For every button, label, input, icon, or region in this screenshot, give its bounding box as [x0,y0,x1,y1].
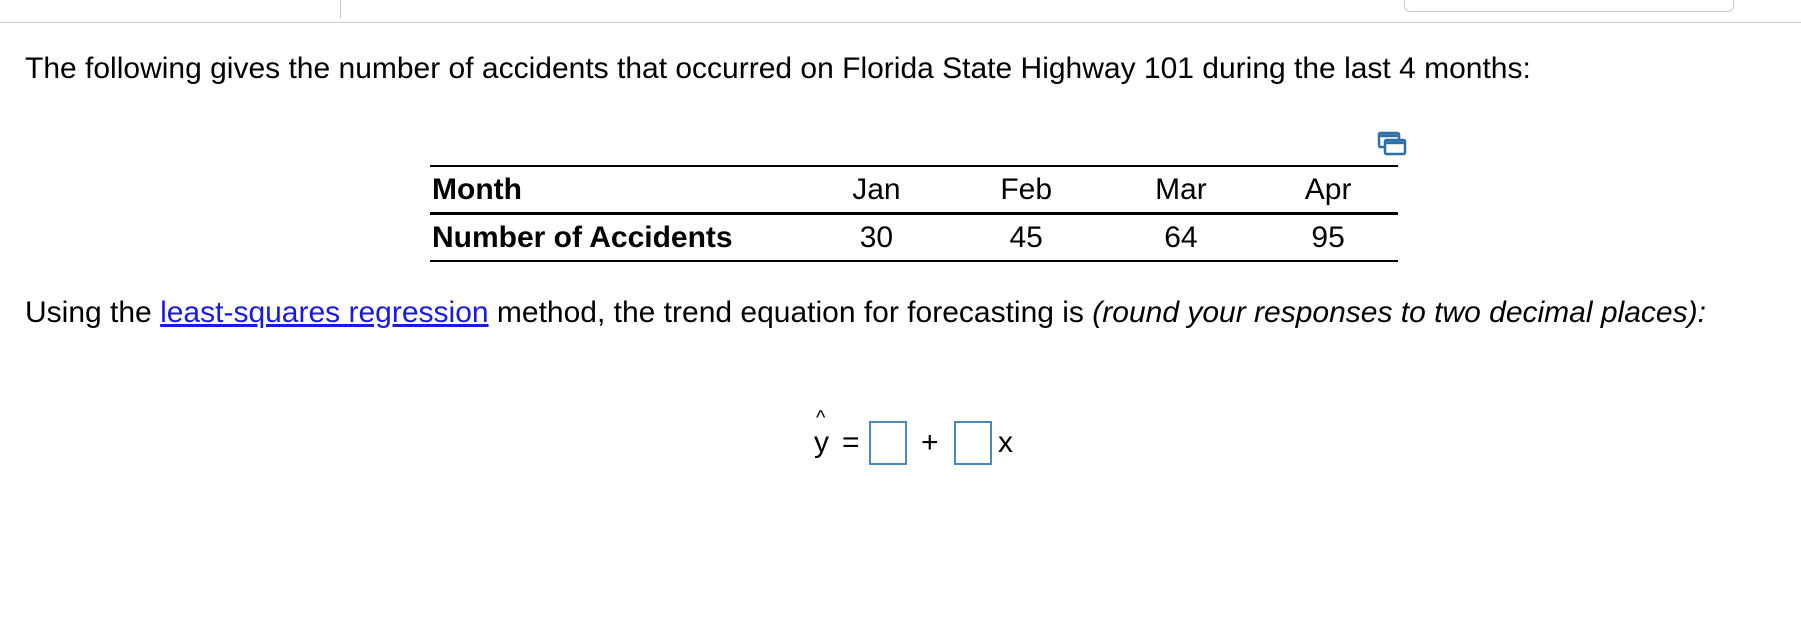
x-variable: x [998,426,1013,459]
copy-table-icon[interactable] [1377,131,1407,157]
accidents-table [430,165,1398,262]
table-header-cell: Feb [1000,172,1053,206]
table-cell: 30 [859,220,894,254]
table-row-label: Month [432,172,522,206]
table-header-row [430,166,1398,214]
top-panel-box [1404,0,1734,12]
slope-input[interactable] [954,421,992,465]
plus-sign: + [921,426,939,459]
top-divider-line [0,22,1801,23]
hat-mark: ^ [816,407,826,429]
table-row-label: Number of Accidents [432,220,733,254]
rounding-instruction: (round your responses to two decimal places): [1092,296,1706,329]
y-letter: y [814,426,829,459]
equals-sign: = [842,426,860,459]
table-cell: 64 [1164,220,1198,254]
table-header-cell: Apr [1304,172,1352,206]
table-cell: 45 [1009,220,1043,254]
prompt-middle: method, the trend equation for forecasting is [488,296,1093,329]
question-intro: The following gives the number of accidents that occurred on Florida State Highway 101 during the last 4 months: [25,52,1531,85]
table-header-cell: Mar [1155,172,1207,206]
table-row [430,214,1398,262]
table-cell: 95 [1311,220,1345,254]
y-hat-symbol [812,408,832,464]
table-header-cell: Jan [852,172,901,206]
intercept-input[interactable] [869,421,907,465]
top-vertical-divider [340,0,341,18]
prompt-prefix: Using the [25,296,161,329]
least-squares-regression-link[interactable]: least-squares regression [160,296,489,329]
question-prompt [25,293,1765,332]
